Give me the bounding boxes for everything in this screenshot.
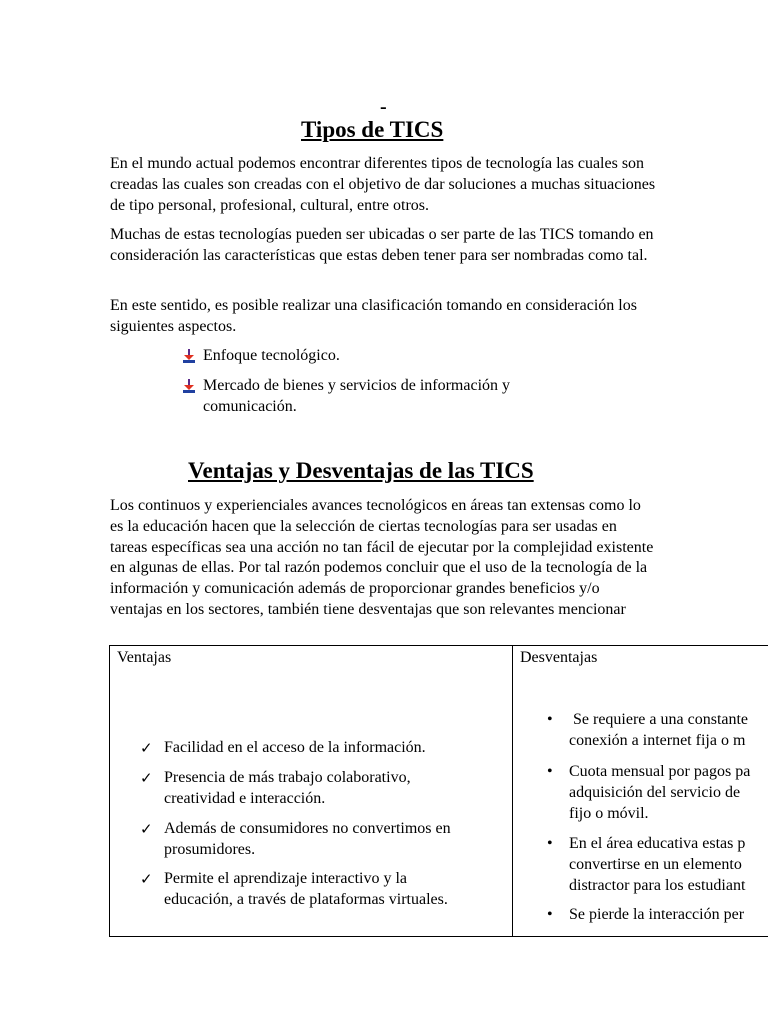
desventaja-item	[547, 905, 745, 926]
ventaja-line: creatividad e interacción.	[164, 789, 326, 807]
bullet-dot-icon: •	[547, 711, 553, 728]
list-item-label: Enfoque tecnológico.	[203, 347, 340, 364]
ventaja-line: Además de consumidores no convertimos en	[164, 820, 451, 837]
arrow-bullet-icon	[183, 349, 195, 363]
ventajas-header: Ventajas	[117, 649, 172, 666]
desventaja-line: Se pierde la interacción per	[569, 906, 745, 923]
paragraph-tics-ubicacion: Muchas de estas tecnologías pueden ser ubicadas o ser parte de las TICS tomando en consideración las características que estas deben tener para ser nombradas como tal.	[110, 226, 654, 264]
ventaja-line: prosumidores.	[164, 840, 256, 858]
list-item-mercado	[203, 376, 583, 418]
ventajas-desventajas-table	[109, 645, 768, 937]
checkmark-icon: ✓	[140, 769, 153, 787]
ventaja-item	[140, 738, 426, 759]
ventaja-item	[140, 768, 411, 810]
paragraph-clasificacion: En este sentido, es posible realizar una clasificación tomando en consideración los siguientes aspectos.	[110, 297, 637, 335]
bullet-dot-icon: •	[547, 906, 553, 923]
header-dash: -	[380, 96, 387, 118]
list-item-enfoque	[203, 346, 583, 367]
desventaja-line: adquisición del servicio de	[569, 783, 741, 801]
checkmark-icon: ✓	[140, 739, 153, 757]
desventaja-line: fijo o móvil.	[569, 804, 649, 822]
desventaja-item	[547, 834, 746, 896]
list-item-label: Mercado de bienes y servicios de información y comunicación.	[203, 377, 511, 415]
bullet-dot-icon: •	[547, 835, 553, 852]
desventaja-item	[547, 762, 751, 824]
desventaja-line: distractor para los estudiant	[569, 876, 746, 894]
ventaja-item	[140, 869, 448, 911]
bullet-dot-icon: •	[547, 763, 553, 780]
checkmark-icon: ✓	[140, 870, 153, 888]
checkmark-icon: ✓	[140, 820, 153, 838]
ventaja-line: educación, a través de plataformas virtuales.	[164, 890, 448, 908]
desventaja-line: convertirse en un elemento	[569, 855, 742, 873]
ventaja-line: Facilidad en el acceso de la información.	[164, 739, 426, 756]
desventajas-cell	[513, 646, 768, 937]
title-tipos-tics: Tipos de TICS	[301, 117, 444, 142]
title-ventajas-desventajas: Ventajas y Desventajas de las TICS	[188, 458, 534, 483]
paragraph-intro: En el mundo actual podemos encontrar diferentes tipos de tecnología las cuales son creadas las cuales son creadas con el objetivo de dar soluciones a muchas situaciones de tipo personal, profesional, cultural, entre otros.	[110, 155, 656, 214]
paragraph-ventajas-intro: Los continuos y experienciales avances tecnológicos en áreas tan extensas como lo es la educación hacen que la selección de ciertas tecnologías para ser usadas en tareas específicas sea una acción no tan fácil de ejecutar por la complejidad existente en algunas de ellas. Por tal razón podemos concluir que el uso de la tecnología de la información y comunicación además de proporcionar grandes beneficios y/o ventajas en los sectores, también tiene desventajas que son relevantes mencionar	[110, 497, 654, 618]
ventaja-item	[140, 819, 451, 861]
ventaja-line: Presencia de más trabajo colaborativo,	[164, 769, 411, 786]
desventajas-header: Desventajas	[520, 649, 598, 666]
desventaja-line: conexión a internet fija o m	[569, 731, 746, 749]
desventaja-line: En el área educativa estas p	[569, 835, 746, 852]
arrow-bullet-icon	[183, 379, 195, 393]
ventajas-cell	[110, 646, 513, 937]
desventaja-item	[547, 710, 749, 752]
desventaja-line: Cuota mensual por pagos pa	[569, 763, 751, 780]
ventaja-line: Permite el aprendizaje interactivo y la	[164, 870, 407, 887]
desventaja-line: Se requiere a una constante	[569, 711, 749, 728]
desventajas-clip	[513, 646, 768, 936]
